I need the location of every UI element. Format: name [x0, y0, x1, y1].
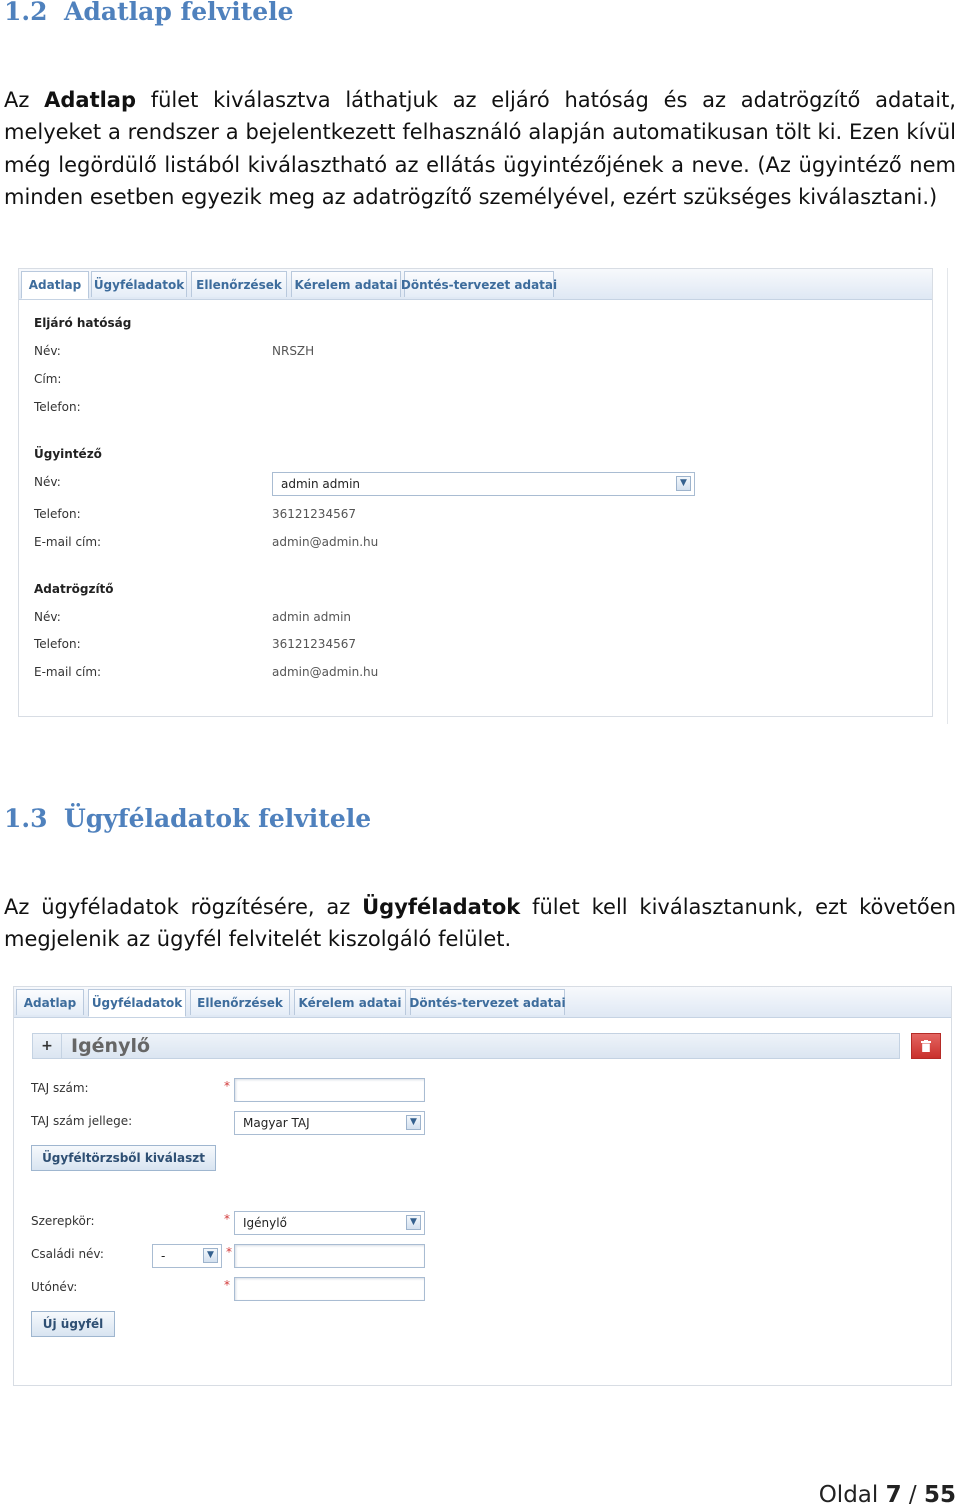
label-telefon: Telefon: — [34, 637, 81, 651]
label-szerepkor: Szerepkör: — [31, 1214, 95, 1228]
taj-jellege-select[interactable] — [234, 1111, 425, 1135]
section-title-adatrogzito: Adatrögzítő — [34, 582, 114, 596]
label-csaladi-nev: Családi név: — [31, 1247, 104, 1261]
tab-ellenorzesek[interactable]: Ellenőrzések — [190, 989, 290, 1015]
csaladi-nev-input[interactable] — [234, 1244, 425, 1268]
footer-total-pages: 55 — [923, 1482, 956, 1508]
ugyintezo-select[interactable] — [272, 472, 695, 496]
section-heading-1-3 — [4, 804, 371, 833]
chevron-down-icon[interactable]: ▼ — [406, 1115, 421, 1130]
required-mark: * — [224, 1278, 230, 1292]
label-taj-szam: TAJ szám: — [31, 1081, 89, 1095]
paragraph-text: fület kell kiválasztanunk, ezt követően megjelenik az ügyfél felvitelét kiszolgáló felület. — [4, 895, 957, 952]
label-taj-jellege: TAJ szám jellege: — [31, 1114, 133, 1128]
taj-szam-input[interactable] — [234, 1078, 425, 1102]
select-value: - — [161, 1249, 166, 1263]
paragraph-bold-term: Adatlap — [44, 88, 137, 112]
paragraph-text: Az — [4, 88, 45, 112]
select-value: Magyar TAJ — [243, 1116, 310, 1130]
required-mark: * — [224, 1079, 230, 1093]
footer-label: Oldal — [818, 1482, 879, 1508]
tab-bar — [14, 987, 951, 1018]
value-ugyintezo-telefon: 36121234567 — [272, 507, 356, 521]
screenshot-edge-shadow — [947, 268, 948, 724]
label-email: E-mail cím: — [34, 665, 102, 679]
section-title: Adatlap felvitele — [64, 0, 294, 26]
panel-title: Igénylő — [71, 1035, 151, 1057]
adatlap-screenshot — [18, 268, 933, 717]
paragraph-bold-term: Ügyféladatok — [362, 895, 521, 919]
tab-ugyfeladatok[interactable]: Ügyféladatok — [88, 989, 186, 1017]
chevron-down-icon[interactable]: ▼ — [406, 1215, 421, 1230]
tab-ugyfeladatok[interactable]: Ügyféladatok — [91, 271, 187, 297]
required-mark: * — [226, 1245, 232, 1259]
szerepkor-select[interactable] — [234, 1211, 425, 1235]
section-title-eljaro: Eljáró hatóság — [34, 316, 132, 330]
intro-paragraph-ugyfeladatok — [4, 891, 956, 956]
label-telefon: Telefon: — [34, 400, 81, 414]
delete-button[interactable] — [911, 1033, 941, 1059]
expand-plus-icon[interactable]: + — [33, 1034, 62, 1058]
footer-separator: / — [908, 1482, 917, 1508]
section-number: 1.2 — [4, 0, 48, 26]
value-adatrogzito-telefon: 36121234567 — [272, 637, 356, 651]
paragraph-text: Az ügyféladatok rögzítésére, az — [4, 895, 363, 919]
section-number: 1.3 — [4, 804, 48, 833]
tab-kerelem-adatai[interactable]: Kérelem adatai — [294, 989, 406, 1015]
label-utonev: Utónév: — [31, 1280, 78, 1294]
section-heading-1-2 — [4, 0, 294, 26]
trash-icon — [921, 1040, 931, 1052]
value-adatrogzito-email: admin@admin.hu — [272, 665, 379, 679]
section-title-ugyintezo: Ügyintéző — [34, 447, 102, 461]
section-title: Ügyféladatok felvitele — [64, 804, 372, 833]
chevron-down-icon[interactable]: ▼ — [203, 1248, 218, 1263]
label-cim: Cím: — [34, 372, 62, 386]
tab-kerelem-adatai[interactable]: Kérelem adatai — [291, 271, 401, 297]
label-nev: Név: — [34, 610, 61, 624]
tab-dontes-tervezet[interactable]: Döntés-tervezet adatai — [404, 271, 554, 297]
page-footer — [819, 1482, 956, 1508]
label-nev: Név: — [34, 344, 61, 358]
chevron-down-icon[interactable]: ▼ — [676, 476, 691, 491]
tab-bar — [19, 269, 932, 300]
label-telefon: Telefon: — [34, 507, 81, 521]
label-email: E-mail cím: — [34, 535, 102, 549]
tab-dontes-tervezet[interactable]: Döntés-tervezet adatai — [410, 989, 565, 1015]
tab-adatlap[interactable]: Adatlap — [21, 271, 89, 299]
label-nev: Név: — [34, 475, 61, 489]
value-ugyintezo-email: admin@admin.hu — [272, 535, 379, 549]
uj-ugyfel-button[interactable]: Új ügyfél — [31, 1311, 115, 1337]
required-mark: * — [224, 1212, 230, 1226]
igenylo-panel-header — [32, 1033, 900, 1059]
csaladi-nev-prefix-select[interactable] — [152, 1244, 222, 1268]
value-adatrogzito-nev: admin admin — [272, 610, 352, 624]
select-value: Igénylő — [243, 1216, 287, 1230]
ugyfeltorzs-kivalaszt-button[interactable]: Ügyféltörzsből kiválaszt — [31, 1145, 216, 1171]
ugyfeladatok-screenshot — [13, 986, 952, 1386]
tab-ellenorzesek[interactable]: Ellenőrzések — [191, 271, 287, 297]
tab-adatlap[interactable]: Adatlap — [16, 989, 84, 1015]
select-value: admin admin — [281, 477, 361, 491]
footer-page-number: 7 — [885, 1482, 902, 1508]
intro-paragraph-adatlap — [4, 84, 956, 214]
utonev-input[interactable] — [234, 1277, 425, 1301]
paragraph-text: fület kiválasztva láthatjuk az eljáró hatóság és az adatrögzítő adatait, melyeket a rendszer a bejelentkezett felhasználó alapján automatikusan tölt ki. Ezen kívül még legördülő listából kiválasztható az ellátás ügyintézőjének a neve. (Az ügyintéző nem minden esetben egyezik meg az adatrögzítő személyével, ezért szükséges kiválasztani.) — [4, 88, 956, 210]
value-eljaro-nev: NRSZH — [272, 344, 315, 358]
